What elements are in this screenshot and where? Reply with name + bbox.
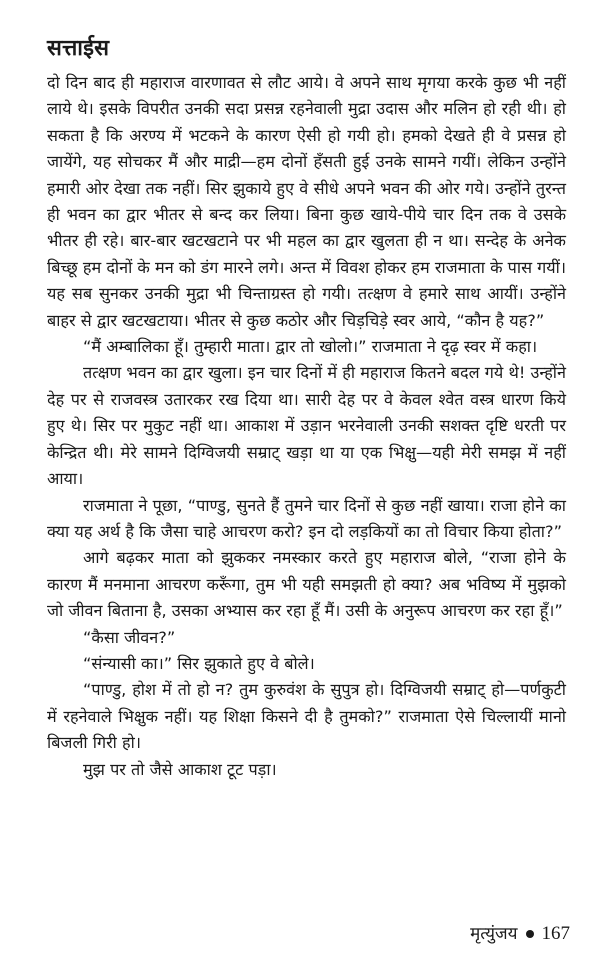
paragraph-1: दो दिन बाद ही महाराज वारणावत से लौट आये। वे अपने साथ मृगया करके कुछ भी नहीं लाये थे। इसके विपरीत उनकी सदा प्रसन्न रहनेवाली मुद्रा उदास और मलिन हो रही थी। हो सकता है कि अरण्य में भटकने के कारण ऐसी हो गयी हो। हमको देखते ही वे प्रसन्न हो जायेंगे, यह सोचकर मैं और माद्री—हम दोनों हँसती हुई उनके सामने गयीं। लेकिन उन्होंने हमारी ओर देखा तक नहीं। सिर झुकाये हुए वे सीधे अपने भवन की ओर गये। उन्होंने तुरन्त ही भवन का द्वार भीतर से बन्द कर लिया। बिना कुछ खाये-पीये चार दिन तक वे उसके भीतर ही रहे। बार-बार खटखटाने पर भी महल का द्वार खुलता ही न था। सन्देह के अनेक बिच्छू हम दोनों के मन को डंग मारने लगे। अन्त में विवश होकर हम राजमाता के पास गयीं। यह सब सुनकर उनकी मुद्रा भी चिन्ताग्रस्त हो गयी। तत्क्षण वे हमारे साथ आयीं। उन्होंने बाहर से द्वार खटखटाया। भीतर से कुछ कठोर और चिड़चिड़े स्वर आये, “कौन है यह?” (47, 73, 566, 330)
paragraph-7: “संन्यासी का।” सिर झुकाते हुए वे बोले। (83, 653, 315, 673)
chapter-title: सत्ताईस (47, 36, 110, 61)
paragraph-8: “पाण्डु, होश में तो हो न? तुम कुरुवंश के सुपुत्र हो। दिग्विजयी सम्राट् हो—पर्णकुटी में रहनेवाले भिक्षुक नहीं। यह शिक्षा किसने दी है तुमको?” राजमाता ऐसे चिल्लायीं मानो बिजली गिरी हो। (47, 680, 566, 753)
page-number: 167 (541, 923, 570, 944)
paragraph-6: “कैसा जीवन?” (83, 627, 176, 647)
running-book-title: मृत्युंजय (470, 924, 518, 944)
paragraph-3: तत्क्षण भवन का द्वार खुला। इन चार दिनों में ही महाराज कितने बदल गये थे! उन्होंने देह पर से राजवस्त्र उतारकर रख दिया था। सारी देह पर वे केवल श्वेत वस्त्र धारण किये हुए थे। सिर पर मुकुट नहीं था। आकाश में उड़ान भरनेवाली उनकी सशक्त दृष्टि धरती पर केन्द्रित थी। मेरे सामने दिग्विजयी सम्राट् खड़ा था या एक भिक्षु—यही मेरी समझ में नहीं आया। (47, 363, 566, 489)
paragraph-5: आगे बढ़कर माता को झुककर नमस्कार करते हुए महाराज बोले, “राजा होने के कारण मैं मनमाना आचरण करूँगा, तुम भी यही समझती हो क्या? अब भविष्य में मुझको जो जीवन बिताना है, उसका अभ्यास कर रहा हूँ मैं। उसी के अनुरूप आचरण कर रहा हूँ।” (47, 548, 566, 621)
paragraph-9: मुझ पर तो जैसे आकाश टूट पड़ा। (83, 759, 277, 779)
page-footer (470, 922, 570, 946)
paragraph-4: राजमाता ने पूछा, “पाण्डु, सुनते हैं तुमने चार दिनों से कुछ नहीं खाया। राजा होने का क्या यह अर्थ है कि जैसा चाहे आचरण करो? इन दो लड़कियों का तो विचार किया होता?” (47, 495, 566, 541)
footer-bullet-icon (526, 930, 534, 938)
paragraph-2: “मैं अम्बालिका हूँ। तुम्हारी माता। द्वार तो खोलो।” राजमाता ने दृढ़ स्वर में कहा। (83, 337, 538, 357)
chapter-body (47, 70, 566, 783)
